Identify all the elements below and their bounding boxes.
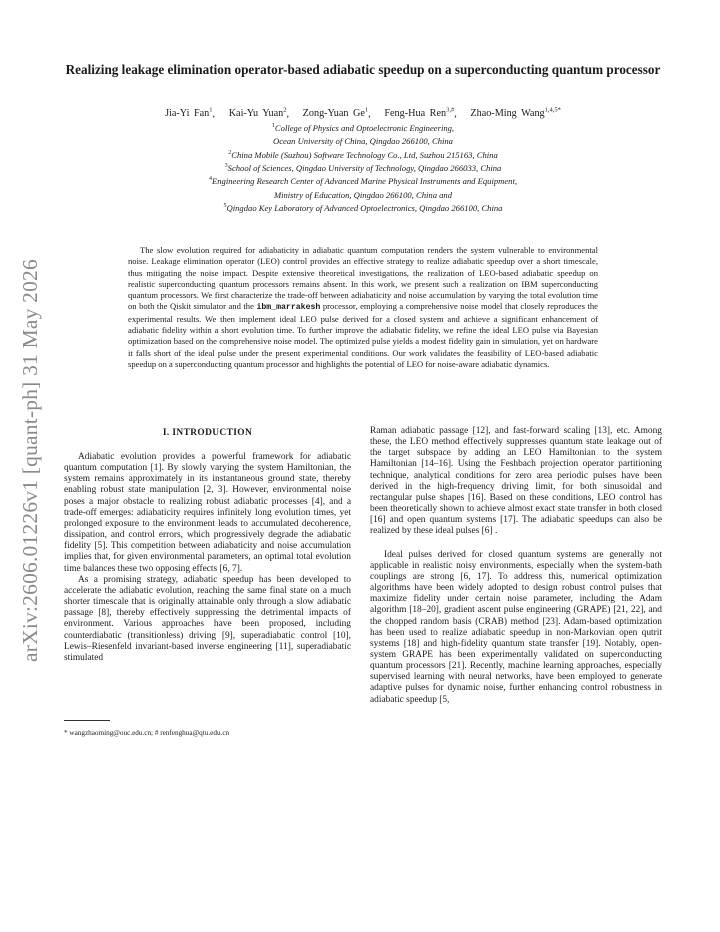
body-paragraph: Adiabatic evolution provides a powerful framework for adiabatic quantum computation [1]. By slowly varying the system Hamiltonian, the system remains approximately in its instantaneous ground state, thereby enabling robust state manipulation [2, 3]. However, environmental noise poses a major obstacle to realizing robust adiabatic processes [4], and a trade-off emerges: adiabaticity requires infinitely long evolution times, yet prolonged exposure to the environment leads to accumulated decoherence, dissipation, and control errors, which progressively degrade the adiabatic fidelity [5]. This competition between adiabaticity and noise accumulation implies that, for given environmental parameters, an optimal total evolution time balances these two opposing effects [6, 7]. xyxy=(64,452,351,574)
author: Feng-Hua Ren$^{3,\#}$ xyxy=(384,107,455,120)
author: Zhao-Ming Wang$^{1,4,5*}$ xyxy=(470,107,561,120)
affiliations xyxy=(60,121,666,215)
affiliation-line: Ocean University of China, Qingdao 266100, China xyxy=(273,136,453,147)
arxiv-identifier xyxy=(10,240,50,680)
affiliation-line: $^3$School of Sciences, Qingdao University of Technology, Qingdao 266033, China xyxy=(224,162,502,173)
body-paragraph: Raman adiabatic passage [12], and fast-forward scaling [13], etc. Among these, the LEO method effectively suppresses quantum state leakage out of the target subspace by adding an LEO Hamiltonian to the system Hamiltonian [14–16]. Using the Feshbach projection operator partitioning technique, analytical conditions for zero area periodic pulses have been derived in the high-frequency driving limit, for both sinusoidal and rectangular pulse shapes [16]. Based on these conditions, LEO control has been theoretically shown to achieve almost exact state transfer in both closed [16] and open quantum systems [17]. The adiabatic speedups can also be realized by these ideal pulses [6] . xyxy=(370,426,662,537)
arxiv-identifier-text: arXiv:2606.01226v1 [quant-ph] 31 May 2026 xyxy=(17,258,42,662)
author: Zong-Yuan Ge$^1$ xyxy=(302,107,369,120)
author: Kai-Yu Yuan$^2$ xyxy=(228,107,287,120)
right-column xyxy=(370,426,662,706)
affiliation-line: $^5$Qingdao Key Laboratory of Advanced Optoelectronics, Qingdao 266100, China xyxy=(223,203,503,214)
body-paragraph: As a promising strategy, adiabatic speedup has been developed to accelerate the adiabatic evolution, reaching the same final state on a much shorter timescale that is originally attainable only through a slow adiabatic passage [8], thereby effectively suppressing the detrimental impacts of environment. Various approaches have been proposed, including counterdiabatic (transitionless) driving [9], superadiabatic control [10], Lewis–Riesenfeld invariant-based inverse engineering [11], superadiabatic stimulated xyxy=(64,574,351,663)
footnote: * wangzhaoming@ouc.edu.cn; # renfenghua@qtu.edu.cn xyxy=(64,728,230,737)
processor-name: ibm_marrakesh xyxy=(256,303,321,313)
abstract xyxy=(128,245,598,370)
affiliation-line: $^4$Engineering Research Center of Advanced Marine Physical Instruments and Equipment, xyxy=(208,176,517,187)
left-column xyxy=(64,426,351,738)
author-list: Jia-Yi Fan$^1$, Kai-Yu Yuan$^2$, Zong-Yuan Ge$^1$, Feng-Hua Ren$^{3,\#}$, Zhao-Ming Wang$^{1,4,5*}$ xyxy=(165,107,561,120)
affiliation-line: $^2$China Mobile (Suzhou) Software Technology Co., Ltd, Suzhou 215163, China xyxy=(228,149,498,160)
abstract-text-part2: processor, employing a comprehensive noise model that closely reproduces the experimental results. We then implement ideal LEO pulse derived for a closed system and achieve a significant enhancement of adiabatic fidelity within a short evolution time. To further improve the adiabatic fidelity, we refine the ideal LEO pulse via Bayesian optimization based on the comprehensive noise model. The optimized pulse yields a modest fidelity gain in simulation, yet on hardware it falls short of the ideal pulse under the present experimental conditions. Our work validates the feasibility of LEO-based adiabatic speedup on a superconducting quantum processor and highlights the potential of LEO for noise-aware adiabatic dynamics. xyxy=(128,301,598,369)
body-paragraph: Ideal pulses derived for closed quantum systems are generally not applicable in realistic noisy environments, especially when the system-bath couplings are strong [6, 17]. To address this, numerical optimization algorithms have been widely adopted to design robust control pulses that maximize fidelity under certain noise parameter, including the Adam algorithm [18–20], gradient ascent pulse engineering (GRAPE) [21, 22], and the chopped random basis (CRAB) method [23]. Adam-based optimization has been used to realize adiabatic speedup in non-Markovian open qutrit systems [18] and high-fidelity quantum state transfer [19]. Notably, open-system GRAPE has been experimentally validated on superconducting quantum processors [21]. Recently, machine learning approaches, especially supervised learning with neural networks, have been employed to generate adaptive pulses for dynamic noise, further enhancing control robustness in adiabatic speedup [5, xyxy=(370,549,662,705)
author: Jia-Yi Fan$^1$ xyxy=(165,107,213,120)
section-heading: I. INTRODUCTION xyxy=(162,428,253,438)
affiliation-line: $^1$College of Physics and Optoelectronic Engineering, xyxy=(271,122,455,133)
footnote-rule xyxy=(64,720,110,721)
paper-title: Realizing leakage elimination operator-based adiabatic speedup on a superconducting quantum processor xyxy=(65,62,661,77)
affiliation-line: Ministry of Education, Qingdao 266100, China and xyxy=(273,189,453,200)
abstract-text-part1: The slow evolution required for adiabaticity in adiabatic quantum computation renders the system vulnerable to environmental noise. Leakage elimination operator (LEO) control provides an effective strategy to realize adiabatic speedup over a short timescale, thus mitigating the noise impact. Despite extensive theoretical investigations, the realization of LEO-based adiabatic speedup on realistic superconducting quantum processors remains absent. In this work, we present such a realization on IBM superconducting quantum processors. We first characterize the trade-off between adiabaticity and noise accumulation by varying the total evolution time on both the Qiskit simulator and the xyxy=(128,245,598,312)
